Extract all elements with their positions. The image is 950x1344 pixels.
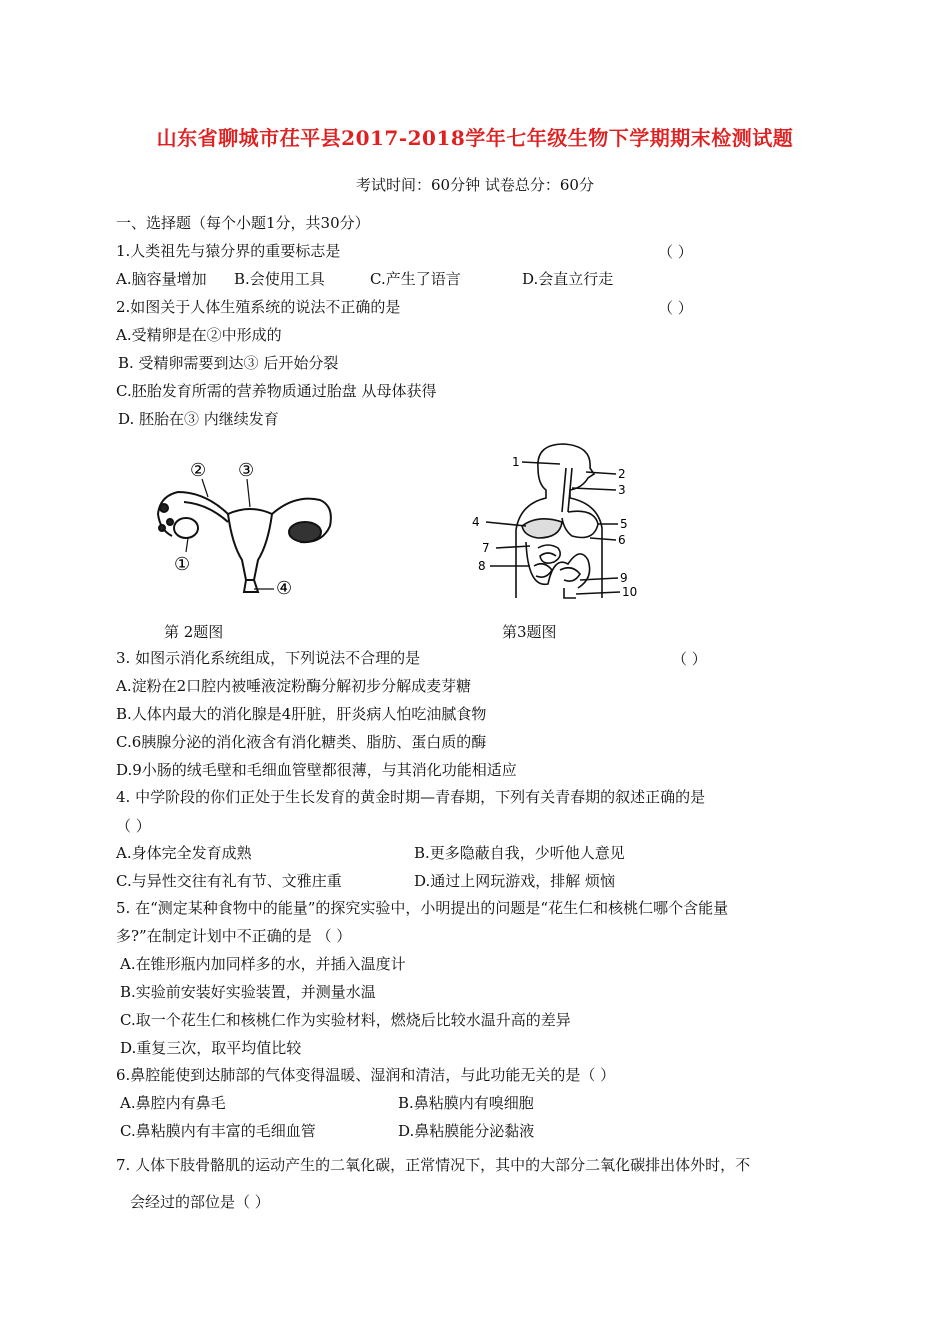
figure-3-label-7: 7 xyxy=(482,541,490,555)
figure-2-label-1: ① xyxy=(174,554,191,575)
figure-2-label-3: ③ xyxy=(238,460,255,481)
question-4-option-b: B.更多隐蔽自我，少听他人意见 xyxy=(414,844,625,862)
question-2-option-d: D. 胚胎在③ 内继续发育 xyxy=(118,410,279,428)
question-6-option-c: C.鼻粘膜内有丰富的毛细血管 xyxy=(120,1122,316,1140)
question-1-option-c: C.产生了语言 xyxy=(370,270,461,288)
question-2-stem: 2.如图关于人体生殖系统的说法不正确的是 xyxy=(116,298,401,316)
question-6-stem: 6.鼻腔能使到达肺部的气体变得温暖、湿润和清洁，与此功能无关的是（ ） xyxy=(116,1066,616,1084)
question-1-option-b: B.会使用工具 xyxy=(234,270,325,288)
figure-2-caption: 第 2题图 xyxy=(164,623,224,641)
question-5-option-c: C.取一个花生仁和核桃仁作为实验材料，燃烧后比较水温升高的差异 xyxy=(120,1011,571,1029)
question-6-option-b: B.鼻粘膜内有嗅细胞 xyxy=(398,1094,534,1112)
figure-2-label-4: ④ xyxy=(276,578,293,599)
digestive-system-diagram xyxy=(468,438,646,604)
question-3-option-d: D.9小肠的绒毛壁和毛细血管壁都很薄，与其消化功能相适应 xyxy=(116,761,517,779)
question-5-option-b: B.实验前安装好实验装置，并测量水温 xyxy=(120,983,376,1001)
question-4-option-a: A.身体完全发育成熟 xyxy=(116,844,252,862)
figure-3-label-5: 5 xyxy=(620,517,628,531)
question-1-stem: 1.人类祖先与猿分界的重要标志是 xyxy=(116,242,341,260)
question-4-option-d: D.通过上网玩游戏，排解 烦恼 xyxy=(414,872,616,890)
question-5-stem-line-2: 多?”在制定计划中不正确的是 （ ） xyxy=(116,927,352,945)
figure-3-caption: 第3题图 xyxy=(502,623,557,641)
question-2-option-c: C.胚胎发育所需的营养物质通过胎盘 从母体获得 xyxy=(116,382,437,400)
question-5-option-d: D.重复三次，取平均值比较 xyxy=(120,1039,302,1057)
question-1-option-d: D.会直立行走 xyxy=(522,270,614,288)
question-1-option-a: A.脑容量增加 xyxy=(116,270,207,288)
question-7-stem-line-2: 会经过的部位是（ ） xyxy=(130,1193,270,1211)
figure-3-label-4: 4 xyxy=(472,515,480,529)
question-2-option-b: B. 受精卵需要到达③ 后开始分裂 xyxy=(118,354,339,372)
figure-3-label-6: 6 xyxy=(618,533,626,547)
figure-3-label-3: 3 xyxy=(618,483,626,497)
question-4-answer-paren: （ ） xyxy=(116,817,151,835)
section-heading: 一、选择题（每个小题1分，共30分） xyxy=(116,214,370,232)
question-6-option-d: D.鼻粘膜能分泌黏液 xyxy=(398,1122,535,1140)
figure-3-label-8: 8 xyxy=(478,559,486,573)
reproductive-system-diagram xyxy=(150,452,350,602)
figure-3-label-2: 2 xyxy=(618,467,626,481)
question-3-answer-paren: （ ） xyxy=(672,650,707,668)
figure-3-label-10: 10 xyxy=(622,585,638,599)
question-3-option-c: C.6胰腺分泌的消化液含有消化糖类、脂肪、蛋白质的酶 xyxy=(116,733,487,751)
question-3-option-a: A.淀粉在2口腔内被唾液淀粉酶分解初步分解成麦芽糖 xyxy=(116,677,472,695)
question-4-option-c: C.与异性交往有礼有节、文雅庄重 xyxy=(116,872,342,890)
question-2-answer-paren: （ ） xyxy=(658,299,693,317)
question-1-answer-paren: （ ） xyxy=(658,243,693,261)
page-title: 山东省聊城市茌平县2017-2018学年七年级生物下学期期末检测试题 xyxy=(156,126,794,150)
figure-2-label-2: ② xyxy=(190,460,207,481)
question-5-option-a: A.在锥形瓶内加同样多的水，并插入温度计 xyxy=(120,955,406,973)
question-2-option-a: A.受精卵是在②中形成的 xyxy=(116,326,282,344)
question-7-stem-line-1: 7. 人体下肢骨骼肌的运动产生的二氧化碳，正常情况下，其中的大部分二氧化碳排出体外时，不 xyxy=(116,1156,751,1174)
question-5-stem-line-1: 5. 在“测定某种食物中的能量”的探究实验中，小明提出的问题是“花生仁和核桃仁哪个含能量 xyxy=(116,899,729,917)
question-3-stem: 3. 如图示消化系统组成，下列说法不合理的是 xyxy=(116,649,421,667)
question-4-stem: 4. 中学阶段的你们正处于生长发育的黄金时期—青春期，下列有关青春期的叙述正确的是 xyxy=(116,788,706,806)
exam-info: 考试时间：60分钟 试卷总分：60分 xyxy=(356,176,594,194)
figure-3-label-9: 9 xyxy=(620,571,628,585)
figure-3-label-1: 1 xyxy=(512,455,520,469)
question-3-option-b: B.人体内最大的消化腺是4肝脏，肝炎病人怕吃油腻食物 xyxy=(116,705,487,723)
question-6-option-a: A.鼻腔内有鼻毛 xyxy=(120,1094,226,1112)
